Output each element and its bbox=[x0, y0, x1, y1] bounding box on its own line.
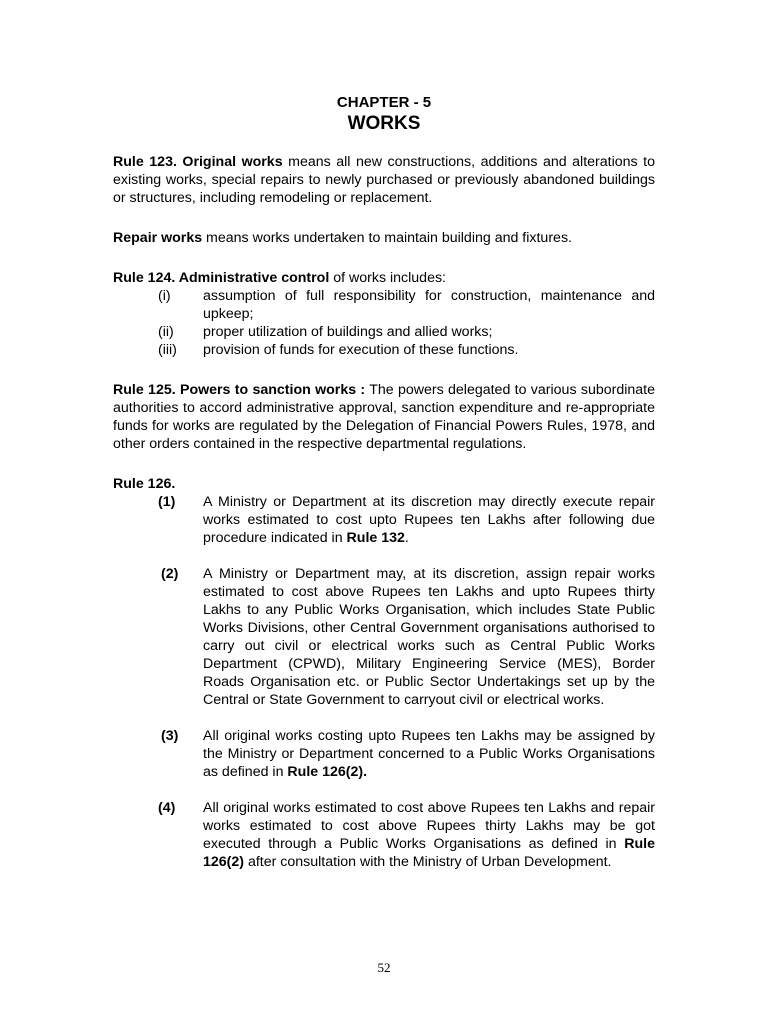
list-item bbox=[113, 727, 655, 781]
list-item-number: (i) bbox=[158, 288, 171, 304]
rule-125-paragraph bbox=[113, 381, 655, 453]
repair-works-paragraph bbox=[113, 229, 655, 247]
rule-124-text: of works includes: bbox=[329, 270, 446, 286]
list-item-number: (3) bbox=[161, 728, 179, 744]
rule-reference: Rule 126(2). bbox=[287, 764, 368, 780]
list-item bbox=[113, 323, 655, 341]
rule-126-list bbox=[113, 493, 655, 871]
list-item bbox=[113, 287, 655, 323]
list-item bbox=[113, 565, 655, 709]
list-item-text: proper utilization of buildings and allied works; bbox=[203, 324, 493, 340]
chapter-label: CHAPTER - 5 bbox=[336, 94, 432, 111]
rule-124-list bbox=[113, 287, 655, 359]
page-number: 52 bbox=[377, 960, 391, 975]
list-item-number: (ii) bbox=[158, 324, 174, 340]
chapter-title: WORKS bbox=[347, 113, 421, 134]
list-item-text: All original works costing upto Rupees ten Lakhs may be assigned by the Ministry or Department concerned to a Public Works Organisations as defined in bbox=[203, 728, 655, 780]
list-item-text: All original works estimated to cost above Rupees ten Lakhs and repair works estimated to cost above Rupees thirty Lakhs may be got executed through a Public Works Organisations as defined in bbox=[203, 800, 655, 852]
chapter-heading bbox=[113, 94, 655, 136]
repair-works-text: means works undertaken to maintain building and fixtures. bbox=[202, 230, 572, 246]
list-item-number: (2) bbox=[161, 566, 179, 582]
list-item-tail: after consultation with the Ministry of Urban Development. bbox=[244, 854, 612, 870]
list-item-number: (4) bbox=[158, 800, 176, 816]
rule-124-heading: Rule 124. Administrative control bbox=[113, 270, 330, 286]
rule-126-heading-line bbox=[113, 475, 655, 493]
rule-123-paragraph bbox=[113, 153, 655, 207]
list-item-text: A Ministry or Department may, at its discretion, assign repair works estimated to cost above Rupees ten Lakhs and upto Rupees thirty Lakhs to any Public Works Organisation, which includes State Public Works Divisions, other Central Government organisations authorised to carry out civil or electrical works such as Central Public Works Department (CPWD), Military Engineering Service (MES), Border Roads Organisation etc. or Public Sector Undertakings set up by the Central or State Government to carryout civil or electrical works. bbox=[203, 566, 655, 708]
list-item-text: A Ministry or Department at its discretion may directly execute repair works estimated to cost upto Rupees ten Lakhs after following due procedure indicated in bbox=[203, 494, 655, 546]
rule-123-heading: Rule 123. Original works bbox=[113, 154, 283, 170]
rule-124-paragraph bbox=[113, 269, 655, 287]
rule-123-text: means all new constructions, additions and alterations to existing works, special repairs to newly purchased or previously abandoned buildings or structures, including remodeling or replacement. bbox=[113, 154, 655, 206]
repair-works-heading: Repair works bbox=[113, 230, 203, 246]
list-item bbox=[113, 493, 655, 547]
list-item-text: provision of funds for execution of these functions. bbox=[203, 342, 519, 358]
rule-reference: Rule 132 bbox=[346, 530, 405, 546]
list-item-number: (iii) bbox=[158, 342, 177, 358]
list-item-number: (1) bbox=[158, 494, 176, 510]
list-item bbox=[113, 341, 655, 359]
rule-125-text: The powers delegated to various subordinate authorities to accord administrative approval, sanction expenditure and re-appropriate funds for works are regulated by the Delegation of Financial Powers Rules, 1978, and other orders contained in the respective departmental regulations. bbox=[113, 382, 655, 452]
document-page bbox=[113, 94, 655, 871]
list-item bbox=[113, 799, 655, 871]
rule-126-heading: Rule 126. bbox=[113, 476, 176, 492]
rule-reference: Rule 126(2) bbox=[203, 836, 655, 870]
list-item-text: assumption of full responsibility for construction, maintenance and upkeep; bbox=[203, 288, 655, 322]
list-item-tail: . bbox=[404, 530, 409, 546]
rule-125-heading: Rule 125. Powers to sanction works : bbox=[113, 382, 366, 398]
